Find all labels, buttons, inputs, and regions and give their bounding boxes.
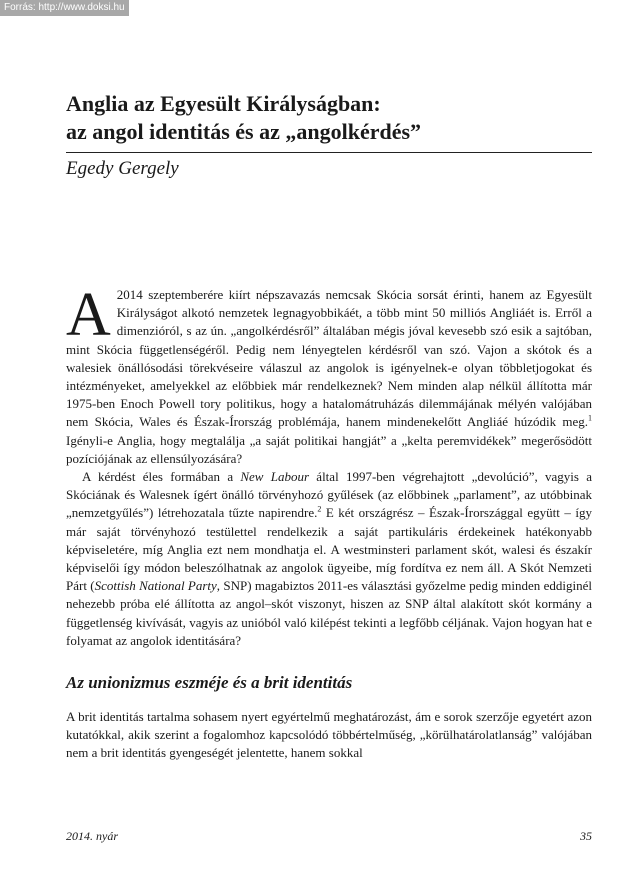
paragraph-1-text-b: Igényli-e Anglia, hogy megtalálja „a saját politikai hangját” a „kelta peremvidékek” megerősödött pozíciójának az ellensúlyozására? <box>66 432 592 466</box>
snp-term: Scottish National Party <box>94 578 217 594</box>
title-line-1: Anglia az Egyesült Királyságban: <box>66 91 381 116</box>
paragraph-1-text-a: 2014 szeptemberére kiírt népszavazás nemcsak Skócia sorsát érinti, hanem az Egyesült Királyságot alkotó nemzetek legnagyobbikáét, a több mint 50 milliós Angliáét is. Erről a dimenzióról, s az ún. „angolkérdésről” általában mégis jóval kevesebb szó esik a sajtóban, mint Skócia függetlenségéről. Pedig nem lényegtelen kérdésről van szó. Vajon a skótok és a walesiek önállósodási törekvéseire válaszul az angolok is igényelnek-e olyan többletjogokat és intézményeket, amelyekkel az előbbiek már rendelkeznek? Nem minden alap nélkül állította már 1975-ben Enoch Powell tory politikus, hogy a hatalomátruházás dilemmájának mélyén valójában nem Skócia, Wales és Észak-Írország problémája, hanem mindenekelőtt Angliáé húzódik meg. <box>66 287 592 430</box>
title-divider <box>66 152 592 153</box>
paragraph-2-text-b: által 1997-ben végrehajtott „devolúció”, vagyis a Skóciának és Walesnek ígért önálló törvényhozó gyűlések (az előbbinek „parlament”, az utóbbinak „nemzetgyűlés”) létrehozatala tűzte napirendre. <box>66 469 592 521</box>
footnote-ref-1[interactable]: 1 <box>588 414 592 424</box>
title-line-2: az angol identitás és az „angolkérdés” <box>66 119 422 144</box>
footer-issue: 2014. nyár <box>66 829 118 843</box>
page-footer <box>66 829 592 843</box>
page-number: 35 <box>580 829 592 843</box>
article-title <box>66 90 592 146</box>
paragraph-2-text-c: E két országrész – Észak-Írországgal együtt – így már saját törvényhozó testülettel rendelkezik a saját partikuláris érdekeinek hatékonyabb képviseletére, míg Anglia ezt nem mondhatja el. A westminsteri parlament skót, walesi és északír képviselői így módon beleszólhatnak az angolok ügyeibe, míg fordítva ez nem áll. A Skót Nemzeti Párt ( <box>66 505 592 594</box>
section-heading: Az unionizmus eszméje és a brit identitás <box>66 673 353 693</box>
paragraph-2-text-d: , SNP) magabiztos 2011-es választási győzelme pedig minden eddiginél nehezebb próba elé állította az angol–skót viszonyt, hiszen az SNP által alakított skót kormány a függetlenség kivívását, vagyis az unióból való kilépést tekinti a legfőbb céljának. Vajon hogyan hat e folyamat az angolok identitására? <box>66 578 592 648</box>
source-watermark: Forrás: http://www.doksi.hu <box>0 0 129 16</box>
paragraph-3: A brit identitás tartalma sohasem nyert egyértelmű meghatározást, ám e sorok szerzője egyetért azon kutatókkal, akik szerint a fogalomhoz kapcsolódó többértelműség, „körülhatárolatlanság” valójában nem a brit identitás gyengeségét jelentette, hanem sokkal <box>66 709 592 761</box>
new-labour-term: New Labour <box>240 469 310 485</box>
footnote-ref-2[interactable]: 2 <box>317 505 322 515</box>
paragraph-2-text-a: A kérdést éles formában a <box>82 469 241 485</box>
drop-cap: A <box>66 281 111 349</box>
paragraph-2 <box>66 468 592 650</box>
article-body <box>66 281 592 763</box>
article-header <box>66 90 592 181</box>
article-author: Egedy Gergely <box>66 158 179 179</box>
paragraph-1 <box>66 281 592 468</box>
